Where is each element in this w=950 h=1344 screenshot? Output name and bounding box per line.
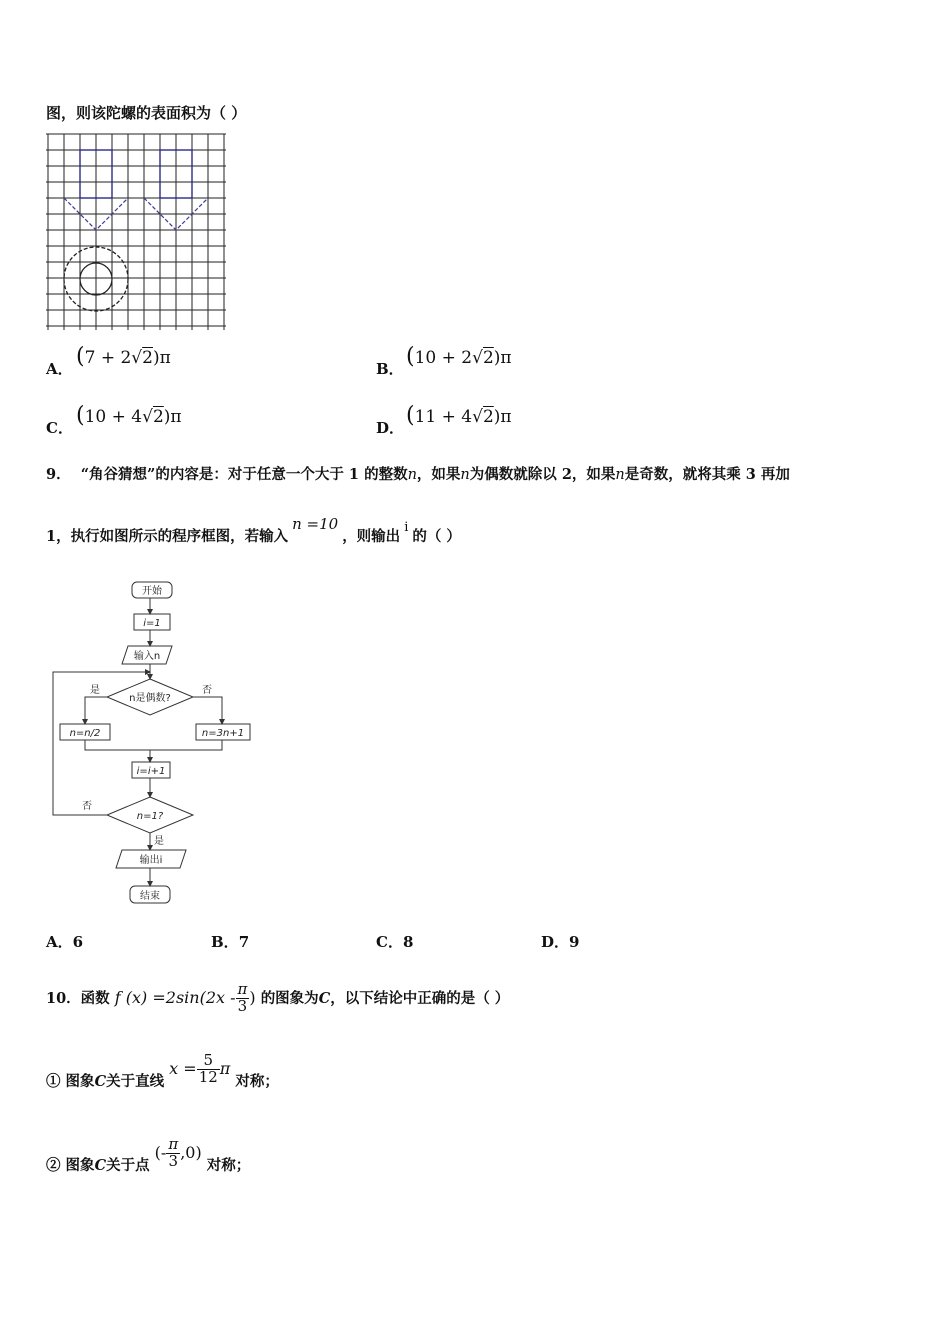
q8-option-a[interactable]: A． <box>46 360 73 378</box>
q9-option-a[interactable]: A．6 <box>46 933 84 951</box>
sqrt-symbol: √ <box>472 407 483 427</box>
fc-increment-label: i=i+1 <box>136 766 166 777</box>
q8-stem: 图，则该陀螺的表面积为（ ） <box>46 104 247 122</box>
fc-input-label: 输入n <box>133 651 161 662</box>
fc-yes-label-2: 是 <box>154 836 164 847</box>
q8-option-a-expr: (7 + 2√2)π <box>76 344 171 369</box>
q10-stem: 10．函数 f (x) =2sin(2x - $\frac{\pi}{3}$ ) 的图象为C，以下结论中正确的是（ ） <box>46 980 510 1015</box>
q9-flowchart <box>50 578 250 908</box>
q8-option-c[interactable]: C． <box>46 419 73 437</box>
q9-stem-line1: 9． “角谷猜想”的内容是：对于任意一个大于 1 的整数n，如果n为偶数就除以 2，如果n是奇数，就将其乘 3 再加 <box>46 466 790 483</box>
fc-no-label-2: 否 <box>82 801 92 812</box>
sqrt-symbol: √ <box>131 348 143 368</box>
q8-option-b[interactable]: B． <box>376 360 404 378</box>
fc-no-label-1: 否 <box>202 685 212 696</box>
q10-statement-2: ② 图象C关于点 (- $\frac{\pi}{3}$ ,0) 对称； <box>46 1135 251 1174</box>
fc-end-label: 结束 <box>140 891 160 902</box>
fc-even-label: n=n/2 <box>69 728 101 739</box>
q8-option-b-expr: (10 + 2√2)π <box>406 344 512 369</box>
fc-yes-label-1: 是 <box>90 685 100 696</box>
fc-odd-label: n=3n+1 <box>201 728 245 739</box>
q9-option-d[interactable]: D．9 <box>541 933 580 951</box>
fc-init-label: i=1 <box>143 618 161 629</box>
sqrt-symbol: √ <box>472 348 483 368</box>
sqrt-symbol: √ <box>142 407 153 427</box>
fc-output-label: 输出i <box>139 855 163 866</box>
fc-start-label: 开始 <box>142 586 162 597</box>
fc-cond1-label: n是偶数? <box>129 693 171 704</box>
q9-option-c[interactable]: C．8 <box>376 933 414 951</box>
q9-option-b[interactable]: B．7 <box>211 933 250 951</box>
q9-stem-line2: 1，执行如图所示的程序框图，若输入n =10，则输出i的（ ） <box>46 515 461 545</box>
q8-option-d-expr: (11 + 4√2)π <box>406 403 512 428</box>
q8-option-d[interactable]: D． <box>376 419 405 437</box>
q10-statement-1: ① 图象C关于直线 x = $\frac{5}{12}$ π 对称； <box>46 1051 279 1090</box>
fc-cond2-label: n=1? <box>136 811 164 822</box>
q8-three-view-figure <box>46 134 228 331</box>
q8-option-c-expr: (10 + 4√2)π <box>76 403 182 428</box>
